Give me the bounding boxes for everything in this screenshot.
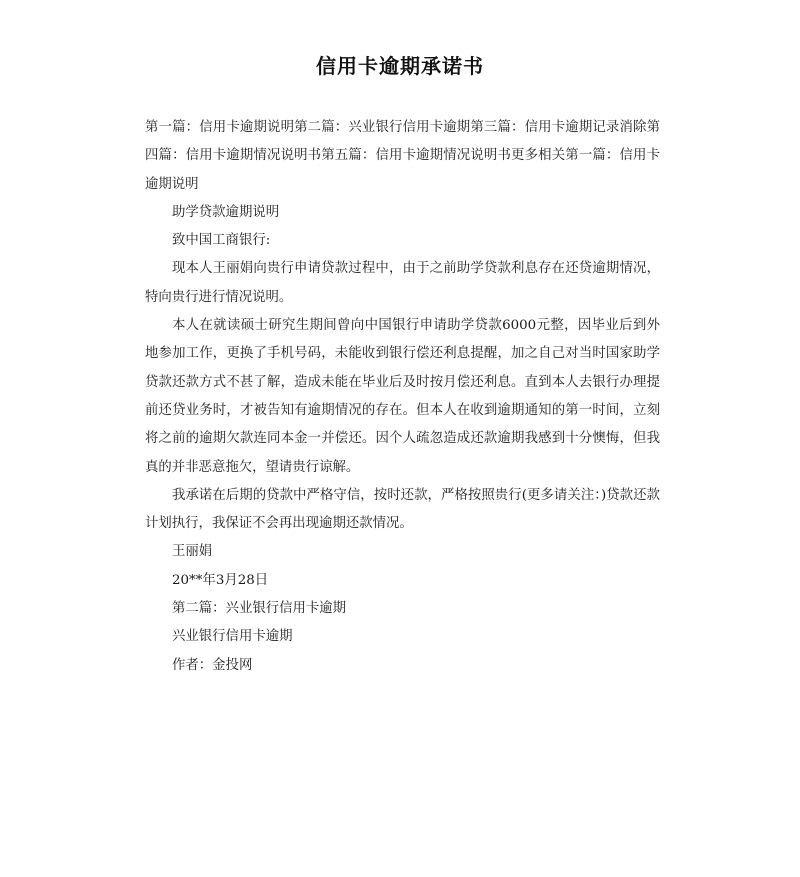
body-paragraph: 我承诺在后期的贷款中严格守信，按时还款，严格按照贵行(更多请关注：)贷款还款计划执行，我保证不会再出现逾期还款情况。 [145, 487, 660, 532]
salutation: 致中国工商银行: [172, 233, 271, 249]
subtitle: 助学贷款逾期说明 [172, 204, 280, 220]
section2-heading: 第二篇：兴业银行信用卡逾期 [172, 601, 347, 617]
author-line: 作者：金投网 [172, 657, 253, 673]
date: 20**年3月28日 [172, 572, 269, 588]
signature: 王丽娟 [172, 544, 213, 560]
body-paragraph: 现本人王丽娟向贵行申请贷款过程中，由于之前助学贷款利息存在还贷逾期情况，特向贵行进行情况说明。 [145, 261, 660, 305]
document-title: 信用卡逾期承诺书 [316, 54, 484, 78]
document-body [145, 114, 660, 680]
toc-paragraph: 第一篇：信用卡逾期说明第二篇：兴业银行信用卡逾期第三篇：信用卡逾期记录消除第四篇：信用卡逾期情况说明书第五篇：信用卡逾期情况说明书更多相关第一篇：信用卡逾期说明 [145, 120, 660, 192]
body-paragraph: 本人在就读硕士研究生期间曾向中国银行申请助学贷款6000元整，因毕业后到外地参加工作，更换了手机号码，未能收到银行偿还利息提醒，加之自己对当时国家助学贷款还款方式不甚了解，造成未能在毕业后及时按月偿还利息。直到本人去银行办理提前还贷业务时，才被告知有逾期情况的存在。但本人在收到逾期通知的第一时间，立刻将之前的逾期欠款连同本金一并偿还。因个人疏忽造成还款逾期我感到十分懊悔，但我真的并非恶意拖欠，望请贵行谅解。 [145, 318, 660, 475]
section2-title: 兴业银行信用卡逾期 [172, 629, 293, 645]
